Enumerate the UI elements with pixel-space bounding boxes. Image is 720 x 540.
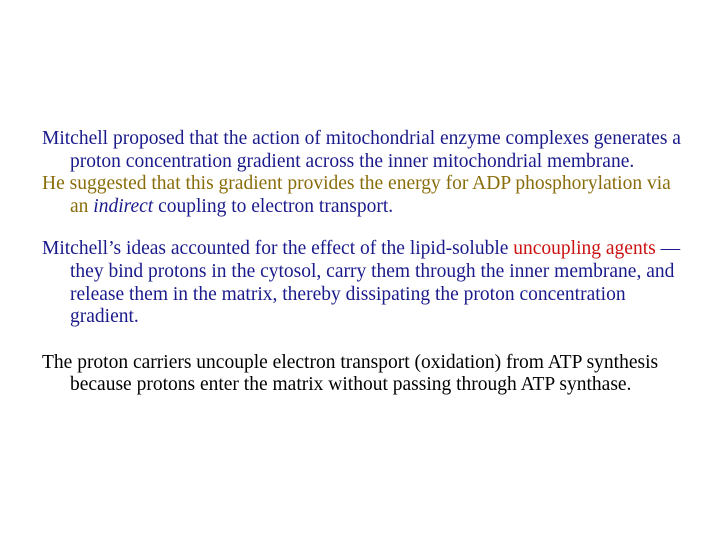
slide-body xyxy=(42,128,692,397)
paragraph-uncoupling-agents-pre: Mitchell’s ideas accounted for the effect of the lipid-soluble xyxy=(42,238,514,260)
paragraph-gradient-energy-post: coupling to electron transport. xyxy=(153,195,394,217)
paragraph-uncoupling-agents-post: —they bind protons in the cytosol, carry them through the inner membrane, and release them in the matrix, thereby dissipating the proton concentration gradient. xyxy=(70,238,681,328)
paragraph-uncoupling-agents xyxy=(42,238,692,328)
paragraph-mitchell-proposal xyxy=(42,128,692,173)
emphasis-indirect: indirect xyxy=(93,195,154,217)
paragraph-gradient-energy xyxy=(42,173,692,218)
paragraph-proton-carriers-text: The proton carriers uncouple electron transport (oxidation) from ATP synthesis because protons enter the matrix without passing through ATP synthase. xyxy=(42,351,659,396)
paragraph-gradient-energy-pre: He suggested that this gradient provides the energy for ADP phosphorylation via an xyxy=(42,173,671,217)
paragraph-mitchell-proposal-text: Mitchell proposed that the action of mitochondrial enzyme complexes generates a proton concentration gradient across the inner mitochondrial membrane. xyxy=(42,128,681,172)
paragraph-proton-carriers xyxy=(42,352,692,397)
term-uncoupling-agents: uncoupling agents xyxy=(513,238,656,260)
